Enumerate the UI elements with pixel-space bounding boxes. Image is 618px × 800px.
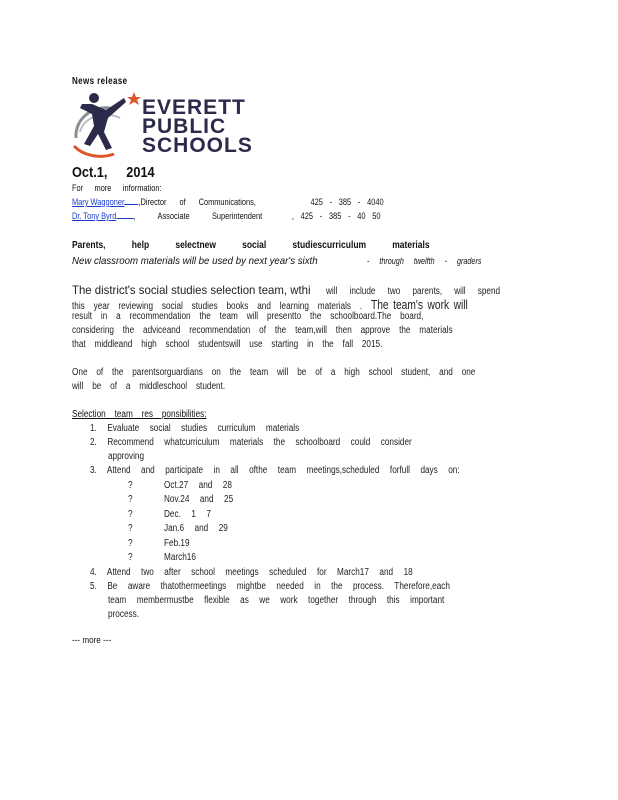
date-item: ? Dec. 1 7 <box>128 509 211 520</box>
date-item: ? Oct.27 and 28 <box>128 480 232 491</box>
logo-line-2: PUBLIC <box>142 115 227 138</box>
subheadline: New classroom materials will be used by next year's sixth <box>72 255 318 267</box>
logo-line-3: SCHOOLS <box>142 134 253 157</box>
paragraph-1-line-3: result in a recommendation the team will presentto the schoolboard.The board, <box>72 311 424 322</box>
contact-link-mary-waggoner[interactable]: Mary Waggoner <box>72 197 125 208</box>
everett-public-schools-logo <box>70 88 260 162</box>
date-item: ? March16 <box>128 552 196 563</box>
list-item-continuation: approving <box>108 451 145 462</box>
more-info-label: For more information: <box>72 183 162 194</box>
contact-link-tony-byrd[interactable]: Dr. Tony Byrd <box>72 211 117 222</box>
list-item: 4. Attend two after school meetings scheduled for March17 and 18 <box>90 567 413 578</box>
list-item: 2. Recommend whatcurriculum materials the schoolboard could consider <box>90 437 412 448</box>
more-footer: --- more --- <box>72 635 112 645</box>
logo-line-1: EVERETT <box>142 96 246 119</box>
contact-title: ,Director of Communications, <box>138 197 256 208</box>
paragraph-1-line-4: considering the adviceand recommendation of the team,will then approve the materials <box>72 325 453 336</box>
subheadline-tail: - through twelfth - graders <box>367 256 482 266</box>
list-item-continuation: process. <box>108 609 139 620</box>
date-item: ? Jan.6 and 29 <box>128 523 228 534</box>
date-item: ? Nov.24 and 25 <box>128 494 234 505</box>
contact-title: , Associate Superintendent <box>133 211 263 222</box>
release-date: Oct.1, 2014 <box>72 164 155 181</box>
list-item: 3. Attend and participate in all ofthe team meetings,scheduled forfull days on: <box>90 465 460 476</box>
list-item-continuation: team membermustbe flexible as we work together through this important <box>108 595 445 606</box>
logo-figure-icon <box>70 88 144 162</box>
selection-heading: Selection team res ponsibilities: <box>72 409 207 420</box>
news-release-label: News release <box>72 76 128 87</box>
contact-row-2 <box>72 211 381 222</box>
paragraph-1-line-2: this year reviewing social studies books and learning materials . The team's work will <box>72 298 468 312</box>
contact-phone: 425 - 385 - 4040 <box>310 197 384 208</box>
paragraph-1-line-5: that middleand high school studentswill use starting in the fall 2015. <box>72 339 383 350</box>
contact-phone: , 425 - 385 - 40 50 <box>291 211 381 222</box>
date-item: ? Feb.19 <box>128 538 190 549</box>
list-item: 5. Be aware thatothermeetings mightbe needed in the process. Therefore,each <box>90 581 450 592</box>
paragraph-1-line-1: The district's social studies selection team, wthi will include two parents, will spend <box>72 283 501 297</box>
paragraph-2-line-2: will be of a middleschool student. <box>72 381 226 392</box>
paragraph-2-line-1: One of the parentsorguardians on the team will be of a high school student, and one <box>72 367 476 378</box>
list-item: 1. Evaluate social studies curriculum materials <box>90 423 300 434</box>
headline: Parents, help selectnew social studiescurriculum materials <box>72 240 430 251</box>
contact-row-1 <box>72 197 384 208</box>
